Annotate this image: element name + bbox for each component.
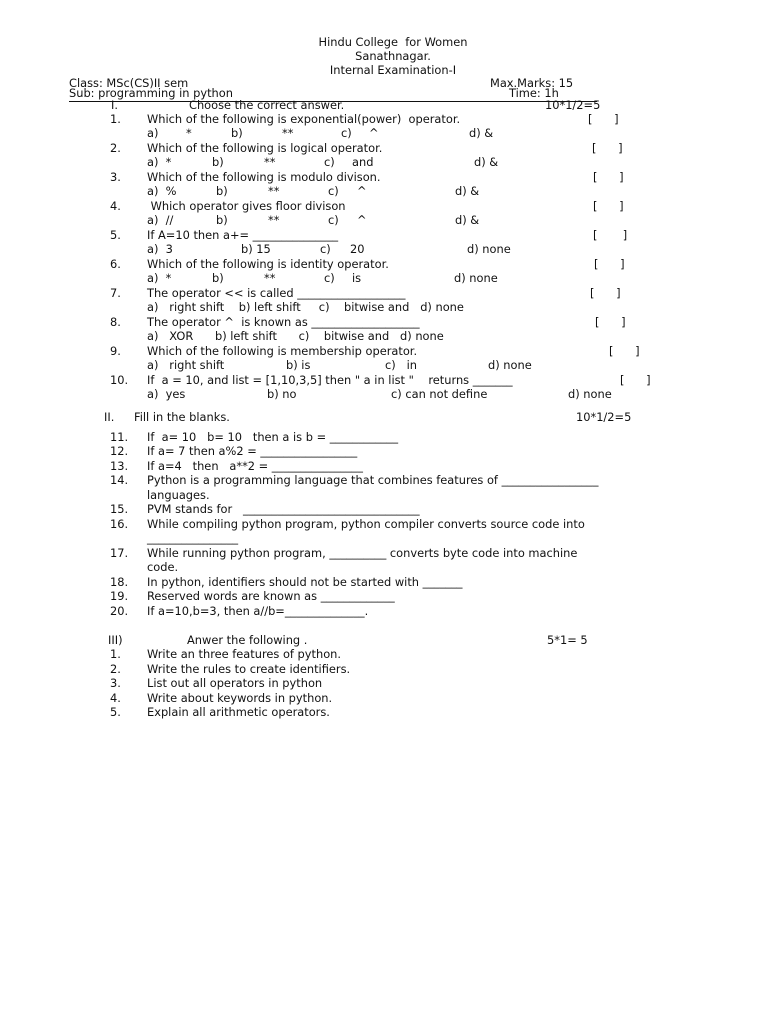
exam-title: Internal Examination-I — [329, 63, 457, 77]
blank-text-continued: languages. — [147, 488, 210, 502]
blank-text: Python is a programming language that combines features of _________________ — [147, 473, 599, 487]
question-text: The operator << is called ___________________ — [147, 286, 406, 300]
answer-bracket: [ ] — [592, 141, 623, 155]
question-number: 6. — [110, 257, 121, 271]
blank-text: While running python program, __________ converts byte code into machine — [147, 546, 578, 560]
option: a) * — [147, 271, 172, 285]
blank-number: 17. — [110, 546, 129, 560]
answer-number: 1. — [110, 647, 121, 661]
blank-number: 13. — [110, 459, 129, 473]
blank-text: Reserved words are known as _____________ — [147, 589, 395, 603]
option: c) — [328, 184, 339, 198]
answer-bracket: [ ] — [593, 199, 624, 213]
blank-number: 18. — [110, 575, 129, 589]
option: d) & — [455, 213, 480, 227]
option: c) — [324, 155, 335, 169]
option: ** — [268, 184, 280, 198]
question-number: 10. — [110, 373, 129, 387]
blank-text: PVM stands for _______________________________ — [147, 502, 420, 516]
option: d) none — [568, 387, 612, 401]
question-number: 7. — [110, 286, 121, 300]
option: b) no — [267, 387, 297, 401]
option: b) — [212, 271, 224, 285]
answer-question: Write the rules to create identifiers. — [147, 662, 351, 676]
blank-number: 11. — [110, 430, 129, 444]
option: c) — [328, 213, 339, 227]
question-number: 9. — [110, 344, 121, 358]
option: a) // — [147, 213, 174, 227]
option: and — [352, 155, 374, 169]
blank-number: 20. — [110, 604, 129, 618]
option: b) is — [286, 358, 311, 372]
section1-number: I. — [111, 98, 118, 112]
option: ^ — [369, 126, 379, 140]
blank-text-continued: code. — [147, 560, 179, 574]
option: b) — [216, 213, 228, 227]
question-text: If a = 10, and list = [1,10,3,5] then " a in list " returns _______ — [147, 373, 513, 387]
section2-title: Fill in the blanks. — [134, 410, 230, 424]
option: d) none — [467, 242, 511, 256]
section2-number: II. — [104, 410, 115, 424]
question-text: Which of the following is exponential(power) operator. — [147, 112, 461, 126]
blank-text: In python, identifiers should not be started with _______ — [147, 575, 463, 589]
option: c) — [320, 242, 331, 256]
option: d) & — [455, 184, 480, 198]
section2-marks: 10*1/2=5 — [576, 410, 632, 424]
option: d) none — [488, 358, 532, 372]
question-number: 4. — [110, 199, 121, 213]
option: a) XOR b) left shift c) bitwise and d) none — [147, 329, 444, 343]
class-label: Class: MSc(CS)II sem — [69, 76, 189, 90]
question-text: Which of the following is identity operator. — [147, 257, 389, 271]
option: a) 3 — [147, 242, 173, 256]
blank-text-continued: ________________ — [147, 531, 239, 545]
answer-bracket: [ ] — [620, 373, 651, 387]
answer-number: 4. — [110, 691, 121, 705]
subject: Sub: programming in python — [69, 86, 233, 100]
question-text: Which of the following is membership operator. — [147, 344, 418, 358]
option: d) & — [469, 126, 494, 140]
option: a) right shift b) left shift c) bitwise and d) none — [147, 300, 464, 314]
option: a) yes — [147, 387, 186, 401]
college-name: Hindu College for Women — [318, 35, 468, 49]
college-place: Sanathnagar. — [355, 49, 431, 63]
option: ** — [282, 126, 294, 140]
answer-bracket: [ ] — [588, 112, 619, 126]
answer-number: 2. — [110, 662, 121, 676]
option: ** — [264, 271, 276, 285]
answer-question: Write about keywords in python. — [147, 691, 333, 705]
option: a) * — [147, 155, 172, 169]
option: c) in — [385, 358, 417, 372]
question-number: 1. — [110, 112, 121, 126]
option: c) — [324, 271, 335, 285]
question-text: Which of the following is logical operator. — [147, 141, 383, 155]
blank-number: 12. — [110, 444, 129, 458]
section3-number: III) — [108, 633, 123, 647]
answer-bracket: [ ] — [590, 286, 621, 300]
blank-text: While compiling python program, python compiler converts source code into — [147, 517, 585, 531]
time-allowed: Time: 1h — [509, 86, 559, 100]
option: b) — [231, 126, 243, 140]
question-text: Which operator gives floor divison — [147, 199, 346, 213]
option: ^ — [357, 184, 367, 198]
option: d) & — [474, 155, 499, 169]
question-number: 2. — [110, 141, 121, 155]
max-marks: Max.Marks: 15 — [490, 76, 574, 90]
option: a) — [147, 126, 159, 140]
answer-bracket: [ ] — [593, 170, 624, 184]
section3-title: Anwer the following . — [187, 633, 308, 647]
answer-number: 3. — [110, 676, 121, 690]
answer-question: List out all operators in python — [147, 676, 323, 690]
section3-marks: 5*1= 5 — [547, 633, 588, 647]
option: c) can not define — [391, 387, 488, 401]
blank-text: If a=10,b=3, then a//b=______________. — [147, 604, 369, 618]
option: 20 — [350, 242, 365, 256]
answer-bracket: [ ] — [595, 315, 626, 329]
blank-number: 15. — [110, 502, 129, 516]
blank-number: 16. — [110, 517, 129, 531]
option: ** — [268, 213, 280, 227]
question-text: The operator ^ is known as ___________________ — [147, 315, 420, 329]
answer-question: Explain all arithmetic operators. — [147, 705, 330, 719]
section1-marks: 10*1/2=5 — [545, 98, 601, 112]
blank-number: 14. — [110, 473, 129, 487]
option: a) right shift — [147, 358, 225, 372]
option: is — [352, 271, 362, 285]
answer-number: 5. — [110, 705, 121, 719]
question-number: 3. — [110, 170, 121, 184]
blank-text: If a=4 then a**2 = ________________ — [147, 459, 363, 473]
option: ** — [264, 155, 276, 169]
blank-text: If a= 10 b= 10 then a is b = ____________ — [147, 430, 399, 444]
blank-number: 19. — [110, 589, 129, 603]
question-number: 5. — [110, 228, 121, 242]
question-number: 8. — [110, 315, 121, 329]
blank-text: If a= 7 then a%2 = _________________ — [147, 444, 358, 458]
answer-question: Write an three features of python. — [147, 647, 342, 661]
option: c) — [341, 126, 352, 140]
question-text: If A=10 then a+= _______________ — [147, 228, 339, 242]
option: * — [186, 126, 192, 140]
option: ^ — [357, 213, 367, 227]
answer-bracket: [ ] — [594, 257, 625, 271]
question-text: Which of the following is modulo divison. — [147, 170, 381, 184]
option: b) — [216, 184, 228, 198]
answer-bracket: [ ] — [593, 228, 628, 242]
option: a) % — [147, 184, 177, 198]
answer-bracket: [ ] — [609, 344, 640, 358]
option: b) — [212, 155, 224, 169]
section1-title: Choose the correct answer. — [189, 98, 345, 112]
option: d) none — [454, 271, 498, 285]
option: b) 15 — [241, 242, 271, 256]
